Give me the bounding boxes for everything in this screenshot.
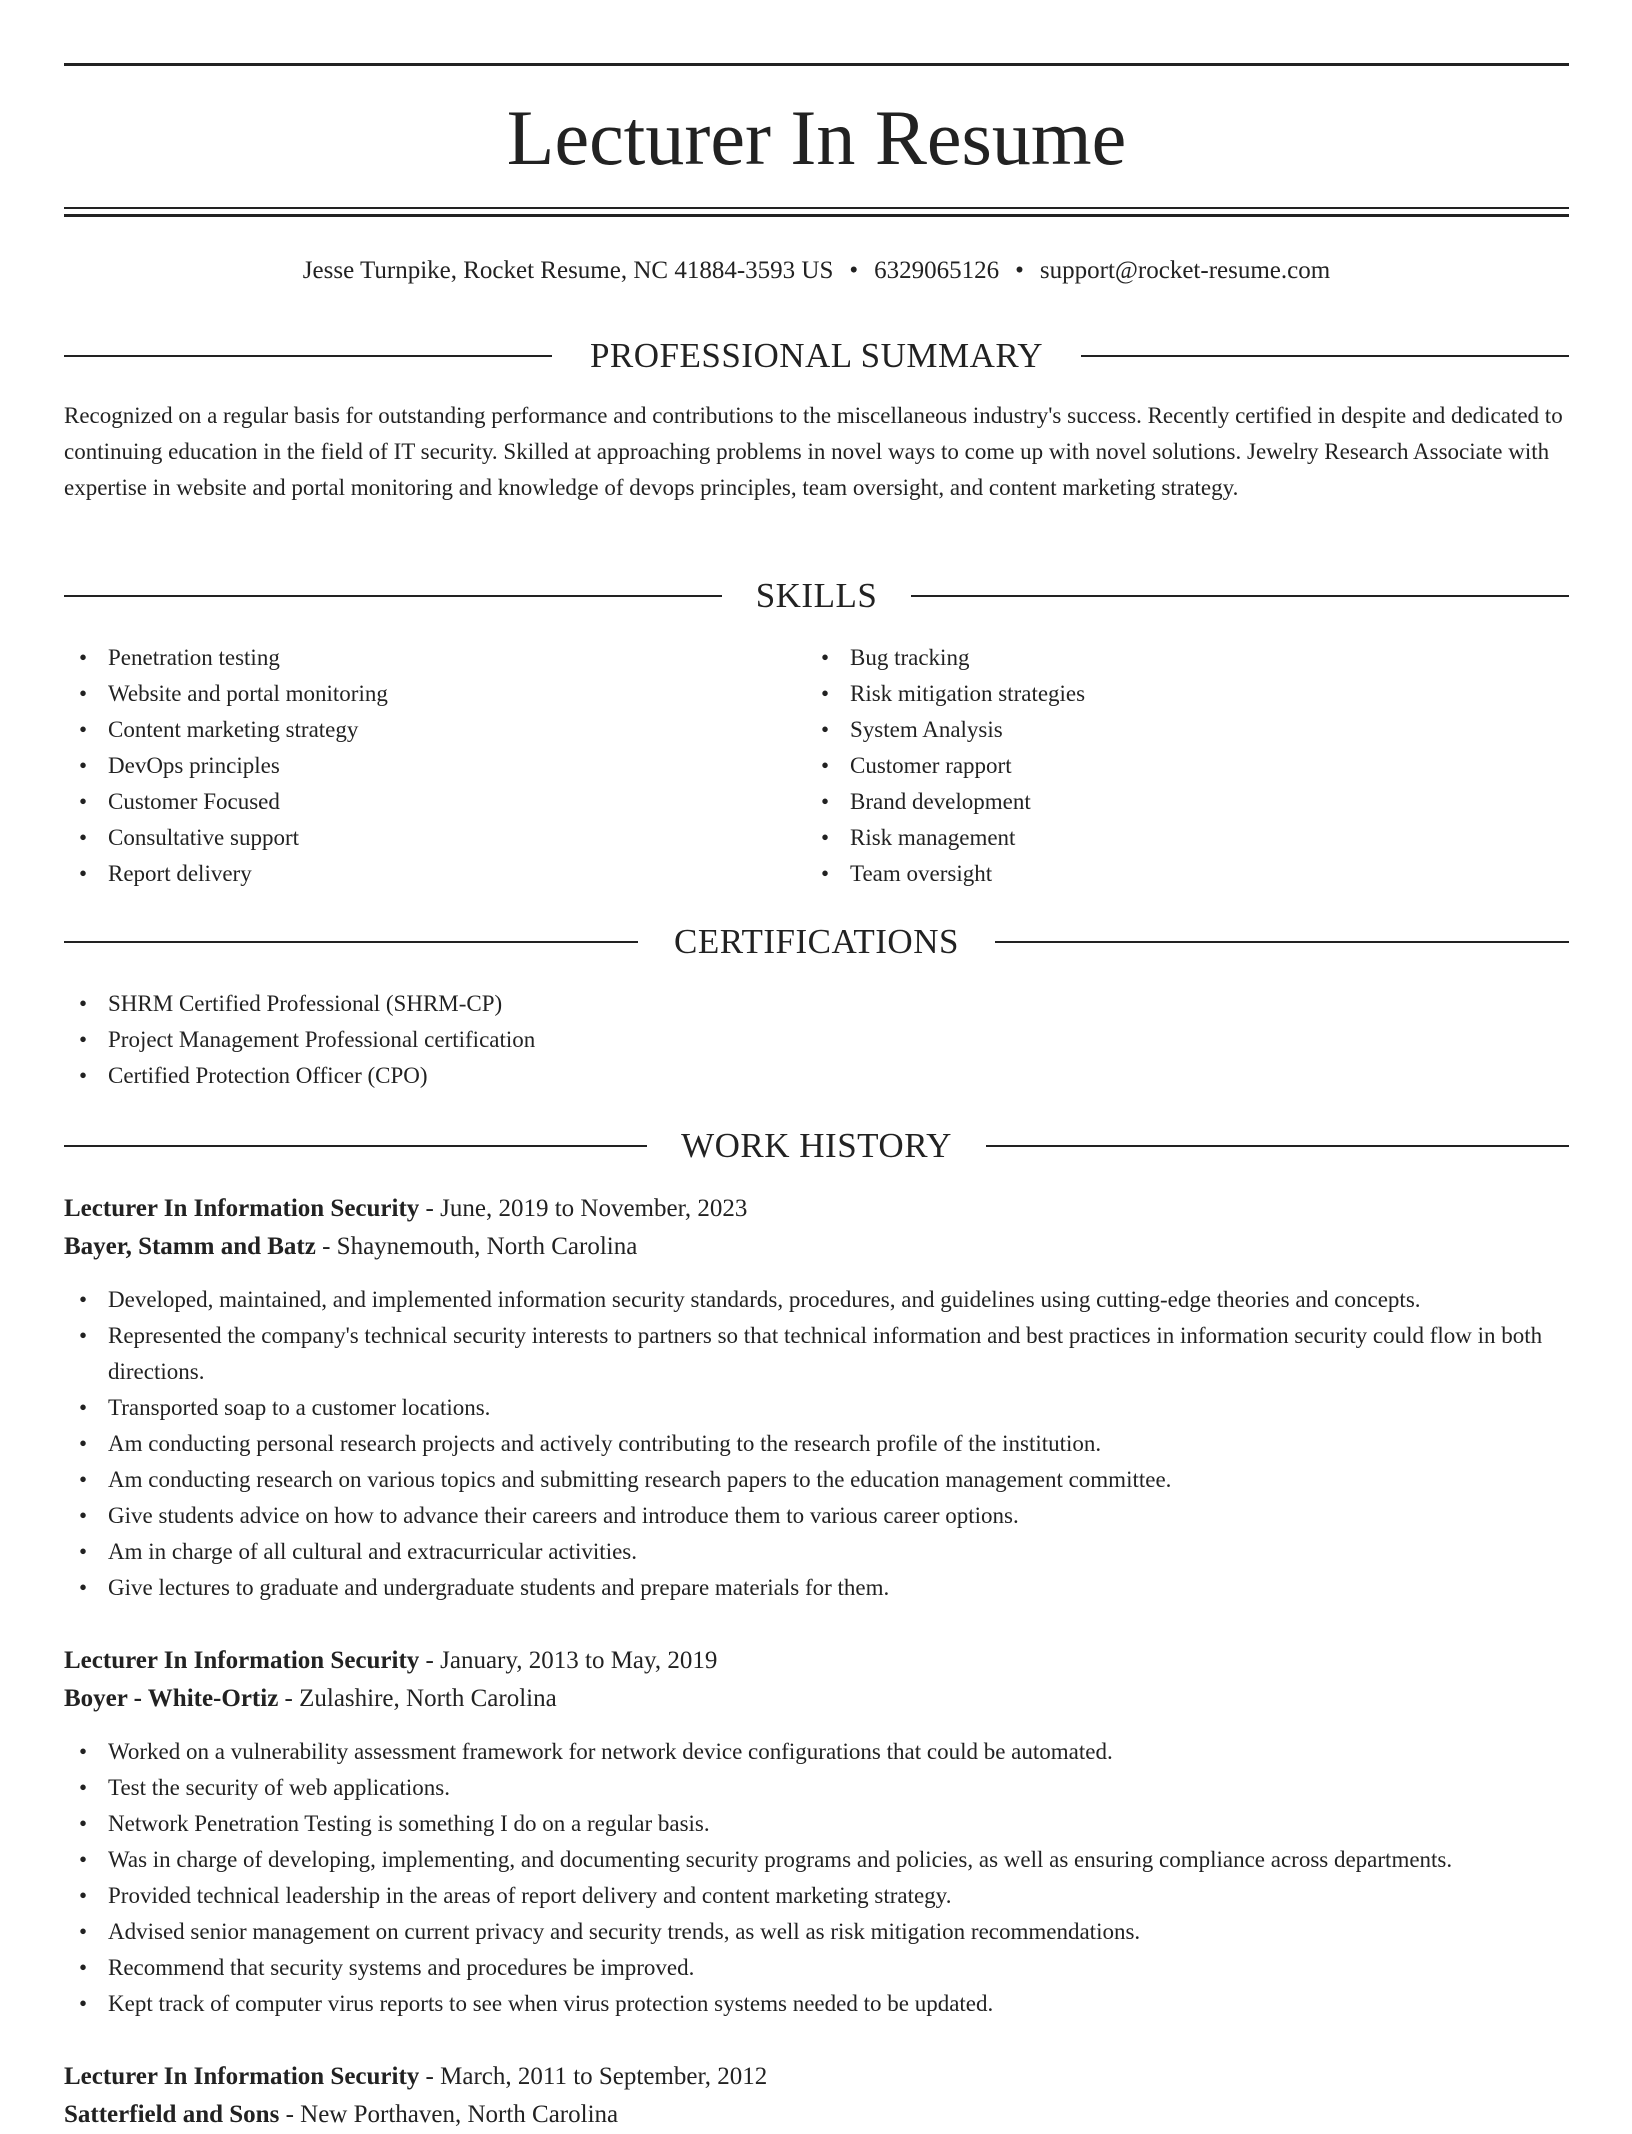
contact-line <box>64 254 1569 288</box>
list-item: • Customer Focused <box>64 784 764 820</box>
list-item: • Consultative support <box>64 820 764 856</box>
job-dates: - June, 2019 to November, 2023 <box>419 1195 748 1222</box>
job-dates: - January, 2013 to May, 2019 <box>419 1647 718 1674</box>
list-item: • Website and portal monitoring <box>64 676 764 712</box>
heading-rule-right <box>995 941 1569 943</box>
list-item: • Risk management <box>806 820 1506 856</box>
list-item: • Worked on a vulnerability assessment framework for network device configurations that could be automated. <box>64 1734 1569 1770</box>
job-entry <box>64 1190 1569 1606</box>
job-company: Boyer - White-Ortiz <box>64 1685 279 1712</box>
list-item: • Bug tracking <box>806 640 1506 676</box>
list-item: • Represented the company's technical security interests to partners so that technical information and best practices in information security could flow in both directions. <box>64 1318 1569 1390</box>
list-item: • Am conducting research on various topics and submitting research papers to the education management committee. <box>64 1462 1569 1498</box>
list-item: • Test the security of web applications. <box>64 1770 1569 1806</box>
summary-text: Recognized on a regular basis for outstanding performance and contributions to the miscellaneous industry's success. Recently certified in despite and dedicated to continuing education in the field of IT security. Skilled at approaching problems in novel ways to come up with novel solutions. Jewelry Research Associate with expertise in website and portal monitoring and knowledge of devops principles, team oversight, and content marketing strategy. <box>64 403 1563 500</box>
job-title: Lecturer In Information Security <box>64 1195 420 1222</box>
resume-name: Lecturer In Resume <box>506 94 1127 181</box>
contact-address: Jesse Turnpike, Rocket Resume, NC 41884-3593 US <box>302 257 834 284</box>
list-item: • Transported soap to a customer locations. <box>64 1390 1569 1426</box>
job-location: - Zulashire, North Carolina <box>278 1685 557 1712</box>
contact-phone: 6329065126 <box>874 257 1000 284</box>
job-title: Lecturer In Information Security <box>64 2063 420 2090</box>
job-dates: - March, 2011 to September, 2012 <box>419 2063 768 2090</box>
section-title: WORK HISTORY <box>681 1126 952 1165</box>
list-item: • Report delivery <box>64 856 764 892</box>
job-title-line <box>64 2058 1569 2096</box>
list-item: • Project Management Professional certification <box>64 1022 1569 1058</box>
list-item: • Advised senior management on current privacy and security trends, as well as risk mitigation recommendations. <box>64 1914 1569 1950</box>
double-rule <box>64 207 1569 217</box>
job-entry <box>64 2058 1569 2134</box>
list-item: • Network Penetration Testing is something I do on a regular basis. <box>64 1806 1569 1842</box>
job-location: - Shaynemouth, North Carolina <box>315 1233 638 1260</box>
job-company-line <box>64 1228 1569 1266</box>
section-heading-work-history <box>64 1124 1569 1168</box>
list-item: • Brand development <box>806 784 1506 820</box>
list-item: • Recommend that security systems and procedures be improved. <box>64 1950 1569 1986</box>
list-item: • DevOps principles <box>64 748 764 784</box>
section-heading-certifications <box>64 920 1569 964</box>
list-item: • Am conducting personal research projects and actively contributing to the research profile of the institution. <box>64 1426 1569 1462</box>
list-item: • Provided technical leadership in the areas of report delivery and content marketing strategy. <box>64 1878 1569 1914</box>
job-bullets <box>64 1734 1569 2022</box>
job-entry <box>64 1642 1569 2022</box>
skills-list-left <box>64 640 764 892</box>
list-item: • Penetration testing <box>64 640 764 676</box>
job-company-line <box>64 1680 1569 1718</box>
job-location: - New Porthaven, North Carolina <box>279 2101 619 2128</box>
heading-rule-right <box>911 595 1569 597</box>
job-title: Lecturer In Information Security <box>64 1647 420 1674</box>
job-company-line <box>64 2096 1569 2134</box>
section-title: CERTIFICATIONS <box>674 922 959 961</box>
heading-rule-right <box>1081 355 1569 357</box>
list-item: • Team oversight <box>806 856 1506 892</box>
contact-separator: • <box>849 257 859 284</box>
section-heading-summary <box>64 334 1569 378</box>
skills-list-right <box>806 640 1506 892</box>
section-title: SKILLS <box>755 576 878 615</box>
list-item: • Content marketing strategy <box>64 712 764 748</box>
section-heading-skills <box>64 574 1569 618</box>
list-item: • Am in charge of all cultural and extracurricular activities. <box>64 1534 1569 1570</box>
top-rule <box>64 63 1569 66</box>
contact-email: support@rocket-resume.com <box>1039 257 1331 284</box>
list-item: • Risk mitigation strategies <box>806 676 1506 712</box>
section-title: PROFESSIONAL SUMMARY <box>589 336 1044 375</box>
list-item: • Was in charge of developing, implementing, and documenting security programs and policies, as well as ensuring compliance across departments. <box>64 1842 1569 1878</box>
job-title-line <box>64 1190 1569 1228</box>
job-title-line <box>64 1642 1569 1680</box>
list-item: • Give students advice on how to advance their careers and introduce them to various career options. <box>64 1498 1569 1534</box>
list-item: • Customer rapport <box>806 748 1506 784</box>
job-company: Bayer, Stamm and Batz <box>64 1233 316 1260</box>
job-bullets <box>64 1282 1569 1606</box>
list-item: • Developed, maintained, and implemented information security standards, procedures, and guidelines using cutting-edge theories and concepts. <box>64 1282 1569 1318</box>
contact-separator: • <box>1015 257 1024 284</box>
heading-rule-right <box>986 1145 1569 1147</box>
list-item: • Give lectures to graduate and undergraduate students and prepare materials for them. <box>64 1570 1569 1606</box>
list-item: • Kept track of computer virus reports to see when virus protection systems needed to be updated. <box>64 1986 1569 2022</box>
job-company: Satterfield and Sons <box>64 2101 280 2128</box>
list-item: • Certified Protection Officer (CPO) <box>64 1058 1569 1094</box>
list-item: • System Analysis <box>806 712 1506 748</box>
certifications-list <box>64 986 1569 1094</box>
list-item: • SHRM Certified Professional (SHRM-CP) <box>64 986 1569 1022</box>
